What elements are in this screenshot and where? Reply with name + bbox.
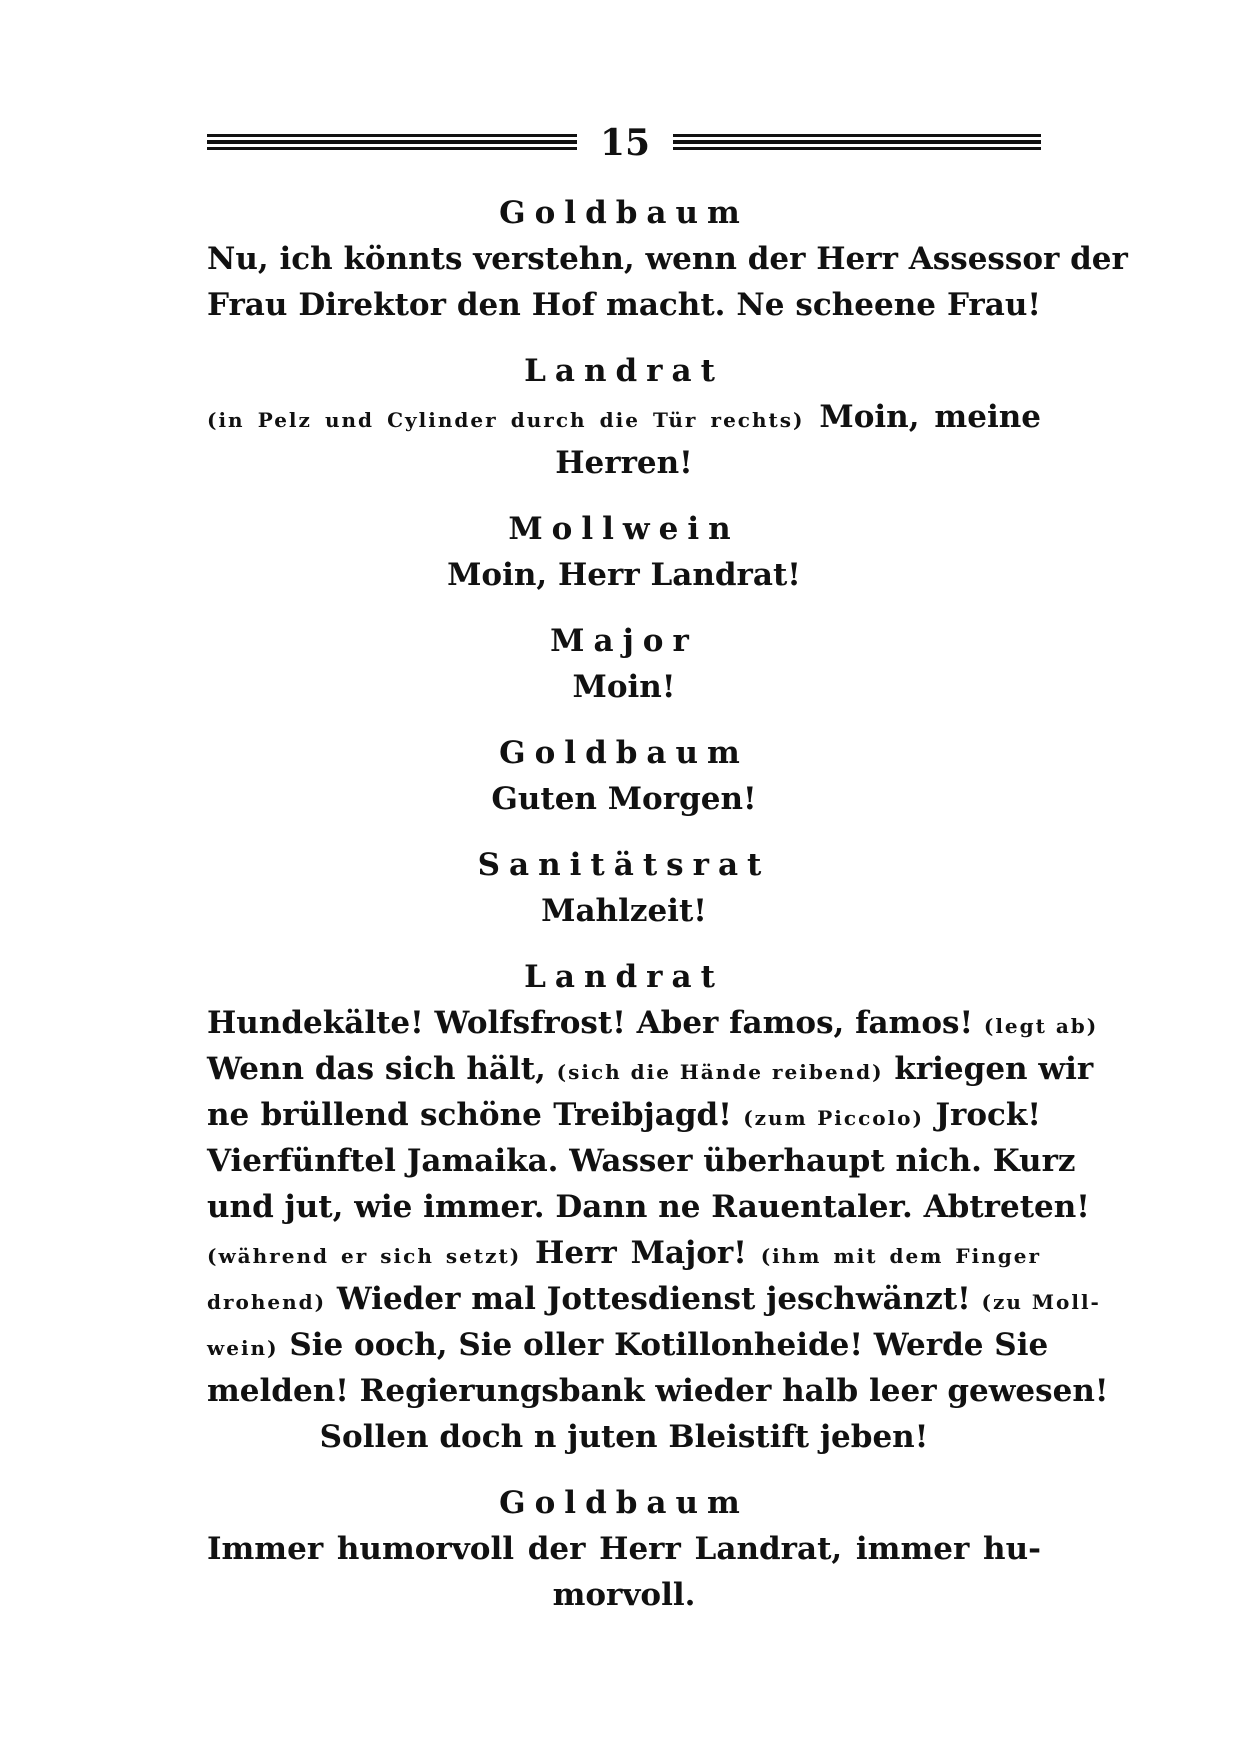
dialogue-line bbox=[207, 888, 1041, 934]
dialogue-line bbox=[207, 664, 1041, 710]
dialogue-block bbox=[207, 954, 1109, 1460]
dialogue-line bbox=[207, 1414, 1041, 1460]
dialogue-line bbox=[207, 440, 1041, 486]
dialogue-line bbox=[207, 552, 1041, 598]
header-rule-left bbox=[207, 134, 577, 150]
play-text bbox=[207, 190, 1128, 1638]
spoken-text: Moin, meine bbox=[804, 399, 1041, 435]
dialogue-line bbox=[207, 1092, 1041, 1138]
spoken-text: Mahlzeit! bbox=[541, 893, 707, 929]
page-number: 15 bbox=[599, 122, 651, 164]
spoken-text: Nu, ich könnts verstehn, wenn der Herr Assessor der bbox=[207, 241, 1128, 277]
stage-direction: (zu Moll- bbox=[981, 1290, 1101, 1314]
dialogue-block bbox=[207, 618, 1041, 710]
dialogue-line bbox=[207, 776, 1041, 822]
stage-direction: (zum Piccolo) bbox=[743, 1106, 924, 1130]
speaker-name: Major bbox=[550, 623, 698, 659]
dialogue-line bbox=[207, 1138, 1076, 1184]
spoken-text: Jrock! bbox=[924, 1097, 1042, 1133]
dialogue-line bbox=[207, 236, 1128, 282]
spoken-text: Vierfünftel Jamaika. Wasser überhaupt nich. Kurz bbox=[207, 1143, 1076, 1179]
spoken-text: Herr Major! bbox=[521, 1235, 761, 1271]
spoken-text: Sollen doch n juten Bleistift jeben! bbox=[319, 1419, 929, 1455]
dialogue-line bbox=[207, 1046, 1094, 1092]
spoken-text: Herren! bbox=[555, 445, 693, 481]
stage-direction: drohend) bbox=[207, 1290, 327, 1314]
dialogue-line bbox=[207, 394, 1041, 440]
dialogue-line bbox=[207, 1526, 1041, 1572]
stage-direction: wein) bbox=[207, 1336, 279, 1360]
speaker-name: Goldbaum bbox=[499, 735, 749, 771]
page-header bbox=[207, 118, 1041, 168]
dialogue-block bbox=[207, 730, 1041, 822]
dialogue-line bbox=[207, 1322, 1049, 1368]
spoken-text: und jut, wie immer. Dann ne Rauentaler. Abtreten! bbox=[207, 1189, 1090, 1225]
speaker-name: Landrat bbox=[524, 959, 724, 995]
spoken-text: Frau Direktor den Hof macht. Ne scheene Frau! bbox=[207, 287, 1041, 323]
spoken-text: morvoll. bbox=[552, 1577, 696, 1613]
speaker-name: Landrat bbox=[524, 353, 724, 389]
spoken-text: kriegen wir bbox=[883, 1051, 1094, 1087]
stage-direction: (ihm mit dem Finger bbox=[760, 1244, 1041, 1268]
speaker-name: Goldbaum bbox=[499, 1485, 749, 1521]
stage-direction: (sich die Hände reibend) bbox=[556, 1060, 884, 1084]
dialogue-line bbox=[207, 1368, 1109, 1414]
spoken-text: ne brüllend schöne Treibjagd! bbox=[207, 1097, 744, 1133]
dialogue-block bbox=[207, 1480, 1041, 1618]
spoken-text: Immer humorvoll der Herr Landrat, immer hu- bbox=[207, 1531, 1041, 1567]
dialogue-block bbox=[207, 842, 1041, 934]
speaker-name: Sanitätsrat bbox=[477, 847, 771, 883]
dialogue-line bbox=[207, 1000, 1099, 1046]
dialogue-line bbox=[207, 1230, 1041, 1276]
stage-direction: (in Pelz und Cylinder durch die Tür rechts) bbox=[207, 408, 805, 432]
speaker-name: Mollwein bbox=[508, 511, 740, 547]
dialogue-block bbox=[207, 190, 1128, 328]
spoken-text: Wieder mal Jottesdienst jeschwänzt! bbox=[326, 1281, 982, 1317]
spoken-text: Sie ooch, Sie oller Kotillonheide! Werde Sie bbox=[278, 1327, 1049, 1363]
spoken-text: Wenn das sich hält, bbox=[207, 1051, 557, 1087]
spoken-text: Moin, Herr Landrat! bbox=[447, 557, 801, 593]
dialogue-line bbox=[207, 282, 1041, 328]
spoken-text: Guten Morgen! bbox=[491, 781, 757, 817]
stage-direction: (legt ab) bbox=[983, 1014, 1099, 1038]
stage-direction: (während er sich setzt) bbox=[207, 1244, 522, 1268]
spoken-text: Moin! bbox=[572, 669, 676, 705]
spoken-text: melden! Regierungsbank wieder halb leer gewesen! bbox=[207, 1373, 1109, 1409]
spoken-text: Hundekälte! Wolfsfrost! Aber famos, famos! bbox=[207, 1005, 984, 1041]
speaker-name: Goldbaum bbox=[499, 195, 749, 231]
dialogue-line bbox=[207, 1276, 1101, 1322]
dialogue-line bbox=[207, 1184, 1090, 1230]
dialogue-block bbox=[207, 348, 1041, 486]
header-rule-right bbox=[673, 134, 1041, 150]
dialogue-line bbox=[207, 1572, 1041, 1618]
dialogue-block bbox=[207, 506, 1041, 598]
